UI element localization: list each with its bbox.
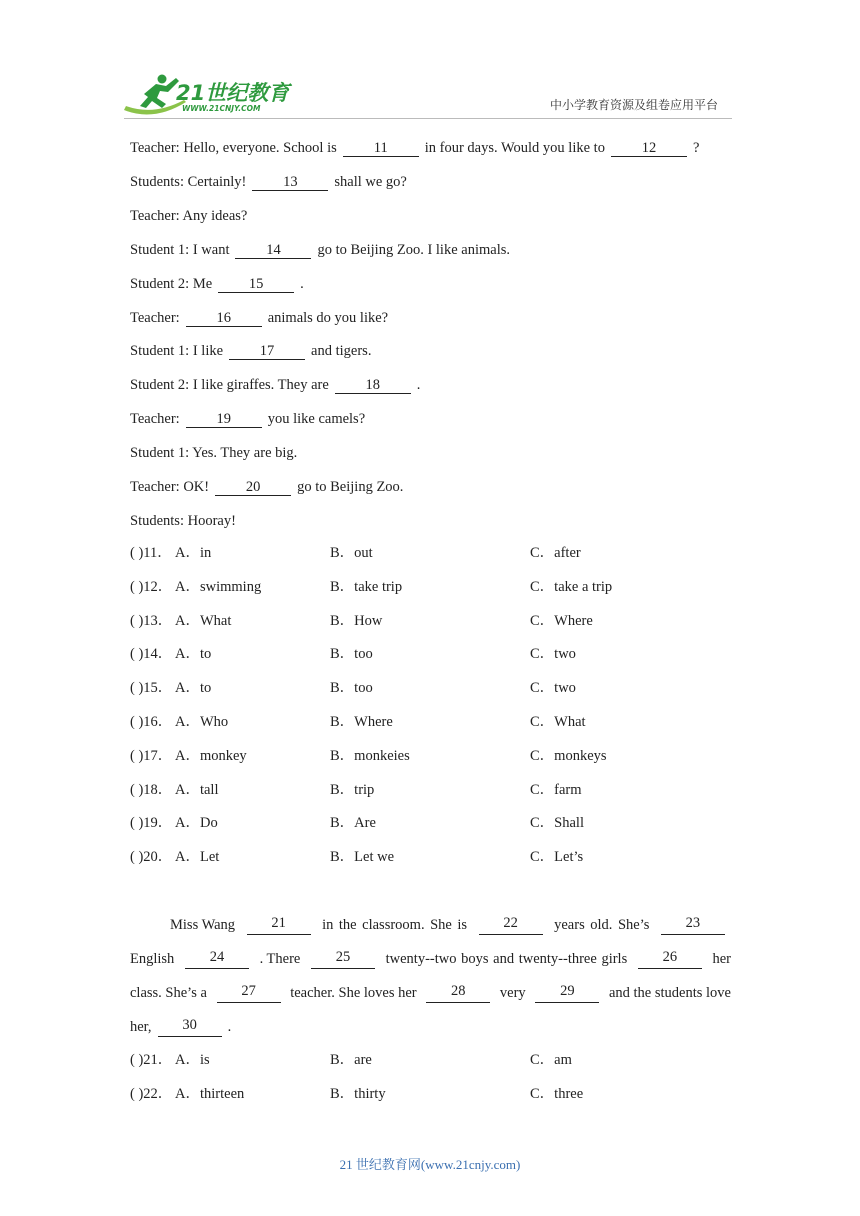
site-name: 中小学教育资源及组卷应用平台 (550, 98, 719, 112)
option-c: C．take a trip (530, 578, 613, 595)
passage-word: very (499, 985, 526, 1001)
question-number: ( )22． (130, 1085, 173, 1102)
answer-blank: 12 (611, 140, 687, 157)
dialogue-text: Student 2: I like giraffes. They are (130, 377, 329, 394)
dialogue-line (130, 274, 304, 294)
option-a: A．Do (175, 815, 218, 832)
dialogue-text: shall we go? (334, 173, 407, 190)
option-a: A．tall (175, 781, 219, 798)
option-c: C．after (530, 545, 581, 561)
option-c: C．Shall (530, 815, 584, 832)
answer-blank: 26 (638, 949, 702, 969)
question-row (130, 543, 730, 563)
dialogue-line (130, 138, 699, 158)
passage-word: She (430, 917, 452, 933)
passage-word: English (130, 951, 175, 967)
answer-blank: 20 (215, 479, 291, 496)
question-row (130, 1084, 730, 1104)
dialogue-text: Student 2: Me (130, 275, 213, 292)
option-b: B．out (330, 545, 373, 561)
dialogue-text: Student 1: Yes. They are big. (130, 445, 298, 462)
dialogue-text: . (416, 377, 421, 394)
option-b: B．Where (330, 714, 393, 730)
option-a: A．monkey (175, 747, 247, 764)
passage-line-4 (130, 1017, 731, 1037)
dialogue-text: Student 1: I want (130, 241, 230, 258)
option-b: B．too (330, 646, 373, 663)
passage-word: She’s (617, 917, 650, 933)
passage-word: teacher. She loves her (290, 985, 417, 1001)
dialogue-line (130, 477, 403, 497)
passage-line-1 (170, 915, 731, 935)
dialogue-text: Teacher: Any ideas? (130, 207, 248, 224)
logo-text: 21世纪教育 (176, 81, 290, 105)
question-row (130, 712, 730, 732)
dialogue-line (130, 341, 371, 361)
option-c: C．three (530, 1085, 584, 1102)
dialogue-text: and tigers. (311, 343, 372, 360)
answer-blank: 21 (247, 915, 311, 935)
dialogue-text: you like camels? (267, 411, 366, 428)
question-number: ( )16． (130, 714, 173, 730)
dialogue-text: Teacher: OK! (130, 479, 210, 495)
question-row (130, 678, 730, 698)
answer-blank: 17 (229, 343, 305, 360)
passage-word: twenty--three (518, 951, 597, 967)
option-a: A．What (175, 612, 232, 629)
option-a: A．in (175, 545, 212, 561)
option-a: A．to (175, 646, 212, 663)
option-c: C．Where (530, 612, 593, 629)
option-c: C．two (530, 680, 576, 697)
option-a: A．swimming (175, 578, 262, 595)
dialogue-text: animals do you like? (267, 309, 389, 326)
dialogue-text: Teacher: (130, 309, 180, 326)
dialogue-text: Students: Hooray! (130, 512, 236, 529)
question-number: ( )13． (130, 612, 173, 629)
footer-site: 21 世纪教育网(www.21cnjy.com) (339, 1157, 521, 1172)
passage-word: . (227, 1019, 232, 1035)
option-a: A．is (175, 1052, 210, 1068)
option-c: C．two (530, 646, 576, 663)
header-divider (124, 118, 732, 119)
answer-blank: 29 (535, 983, 599, 1003)
passage-word: and (493, 951, 515, 967)
option-b: B．How (330, 612, 383, 629)
option-c: C．farm (530, 781, 582, 798)
passage-word: her (712, 951, 731, 967)
question-row (130, 577, 730, 597)
question-number: ( )17． (130, 747, 173, 764)
passage-word: in (322, 917, 334, 933)
dialogue-text: Teacher: Hello, everyone. School is (130, 140, 337, 156)
option-b: B．take trip (330, 578, 403, 595)
dialogue-text: in four days. Would you like to (424, 140, 605, 156)
answer-blank: 19 (186, 411, 262, 428)
dialogue-text: . (300, 275, 304, 292)
answer-blank: 16 (186, 310, 262, 327)
question-row (130, 644, 730, 664)
question-number: ( )12． (130, 578, 173, 595)
answer-blank: 18 (335, 377, 411, 394)
option-a: A．thirteen (175, 1085, 245, 1102)
passage-word: class. She’s a (130, 985, 207, 1001)
question-row (130, 1050, 730, 1070)
dialogue-text: ? (692, 140, 700, 156)
dialogue-line (130, 308, 388, 328)
question-row (130, 847, 730, 867)
answer-blank: 23 (661, 915, 725, 935)
answer-blank: 28 (426, 983, 490, 1003)
question-number: ( )11． (130, 545, 172, 561)
dialogue-line (130, 206, 247, 226)
option-b: B．Are (330, 815, 376, 832)
passage-word: is (457, 917, 468, 933)
passage-line-3 (130, 983, 731, 1003)
option-b: B．too (330, 680, 373, 697)
option-c: C．Let’s (530, 849, 584, 866)
passage-line-2 (130, 949, 731, 969)
option-a: A．Let (175, 849, 220, 866)
answer-blank: 14 (235, 242, 311, 259)
passage-word: her, (130, 1019, 152, 1035)
question-number: ( )21． (130, 1052, 173, 1068)
option-c: C．What (530, 714, 586, 730)
dialogue-line (130, 511, 236, 531)
logo (124, 70, 294, 116)
dialogue-text: Student 1: I like (130, 343, 224, 360)
dialogue-text: Teacher: (130, 411, 180, 428)
option-b: B．thirty (330, 1085, 386, 1102)
dialogue-line (130, 409, 365, 429)
answer-blank: 22 (479, 915, 543, 935)
logo-url: WWW.21CNJY.COM (182, 104, 261, 113)
passage-word: Miss Wang (170, 917, 236, 933)
option-a: A．to (175, 680, 212, 697)
passage-word: old. (590, 917, 613, 933)
option-b: B．monkeies (330, 747, 410, 764)
dialogue-line (130, 443, 297, 463)
passage-word: and the students love (608, 985, 731, 1001)
option-c: C．am (530, 1052, 572, 1068)
answer-blank: 15 (218, 276, 294, 293)
dialogue-text: go to Beijing Zoo. I like animals. (317, 241, 510, 258)
passage-word: girls (601, 951, 628, 967)
passage-word: years (554, 917, 585, 933)
dialogue-line (130, 375, 420, 395)
option-b: B．are (330, 1052, 372, 1068)
dialogue-line (130, 240, 510, 260)
dialogue-text: go to Beijing Zoo. (297, 479, 404, 495)
passage-word: the (338, 917, 357, 933)
question-number: ( )19． (130, 815, 173, 832)
answer-blank: 30 (158, 1017, 222, 1037)
option-b: B．trip (330, 781, 375, 798)
passage-word: . There (259, 951, 301, 967)
question-number: ( )15． (130, 680, 173, 697)
question-number: ( )14． (130, 646, 173, 663)
question-row (130, 611, 730, 631)
question-number: ( )20． (130, 849, 173, 866)
passage-word: classroom. (362, 917, 425, 933)
answer-blank: 13 (252, 174, 328, 191)
question-row (130, 780, 730, 800)
question-row (130, 746, 730, 766)
option-c: C．monkeys (530, 747, 607, 764)
question-number: ( )18． (130, 781, 173, 798)
answer-blank: 25 (311, 949, 375, 969)
passage-word: twenty--two (385, 951, 457, 967)
dialogue-line (130, 172, 407, 192)
answer-blank: 24 (185, 949, 249, 969)
question-row (130, 813, 730, 833)
answer-blank: 11 (343, 140, 419, 157)
option-a: A．Who (175, 714, 229, 730)
dialogue-text: Students: Certainly! (130, 173, 247, 190)
option-b: B．Let we (330, 849, 395, 866)
passage-word: boys (461, 951, 489, 967)
answer-blank: 27 (217, 983, 281, 1003)
